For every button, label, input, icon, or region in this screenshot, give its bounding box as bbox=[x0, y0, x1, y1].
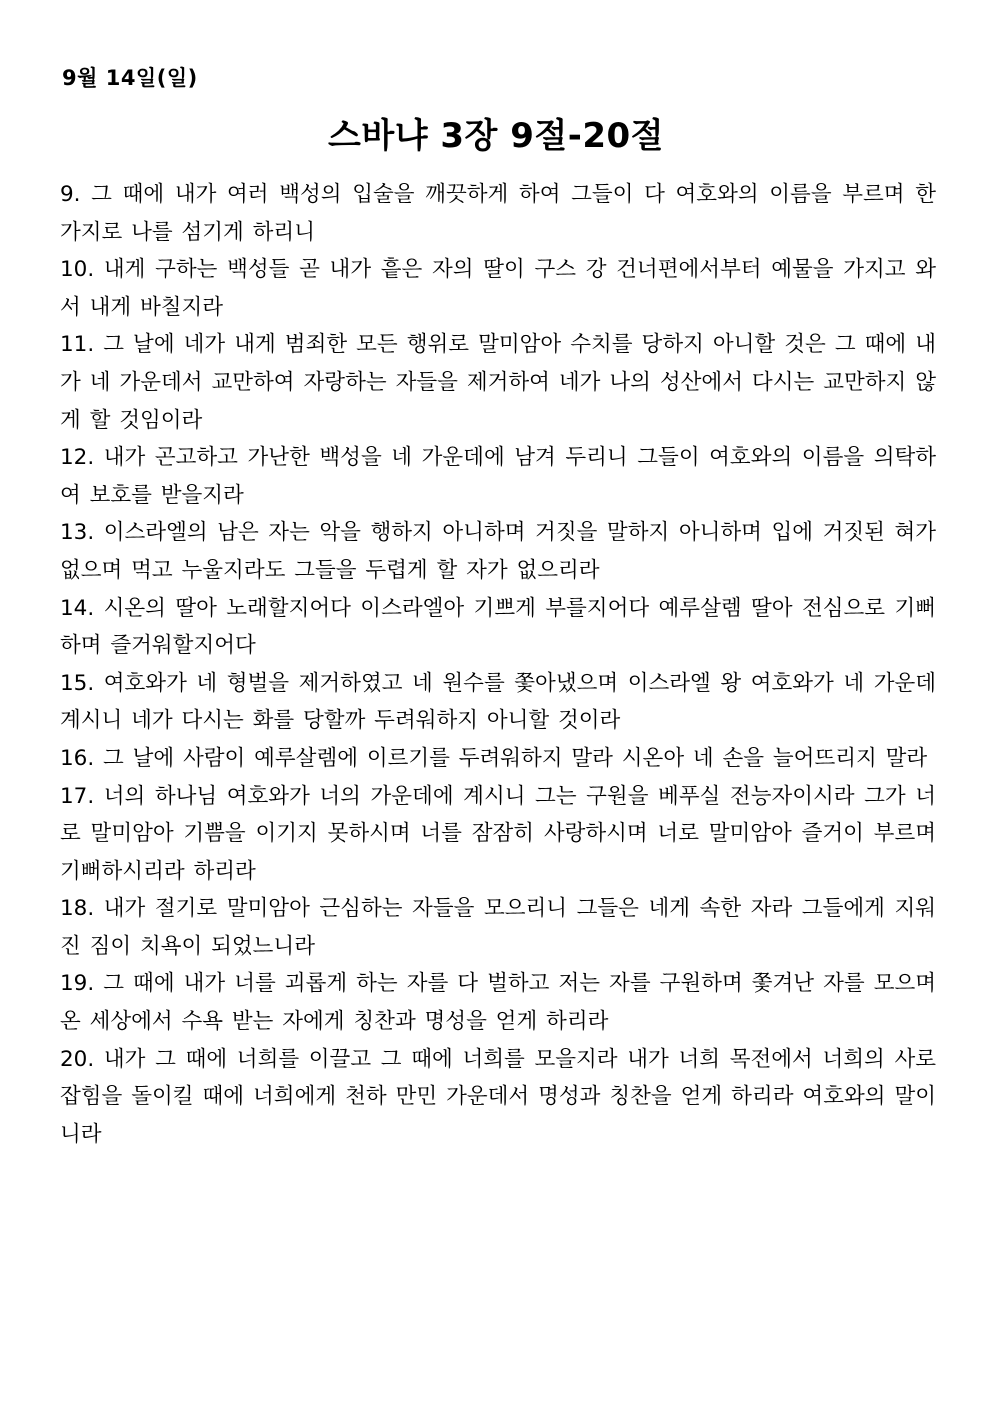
verse-19: 19. 그 때에 내가 너를 괴롭게 하는 자를 다 벌하고 저는 자를 구원하며 쫓겨난 자를 모으며 온 세상에서 수욕 받는 자에게 칭찬과 명성을 얻게 하리라 bbox=[60, 971, 936, 1035]
verse-11: 11. 그 날에 네가 내게 범죄한 모든 행위로 말미암아 수치를 당하지 아니할 것은 그 때에 내가 네 가운데서 교만하여 자랑하는 자들을 제거하여 네가 나의 성산에서 다시는 교만하지 않게 할 것임이라 bbox=[60, 332, 936, 433]
verse-14: 14. 시온의 딸아 노래할지어다 이스라엘아 기쁘게 부를지어다 예루살렘 딸아 전심으로 기뻐하며 즐거워할지어다 bbox=[60, 595, 936, 659]
verse-16: 16. 그 날에 사람이 예루살렘에 이르기를 두려워하지 말라 시온아 네 손을 늘어뜨리지 말라 bbox=[60, 745, 928, 771]
verse-17: 17. 너의 하나님 여호와가 너의 가운데에 계시니 그는 구원을 베푸실 전능자이시라 그가 너로 말미암아 기쁨을 이기지 못하시며 너를 잠잠히 사랑하시며 너로 말미암아 즐거이 부르며 기뻐하시리라 하리라 bbox=[60, 783, 936, 884]
verse-15: 15. 여호와가 네 형벌을 제거하였고 네 원수를 쫓아냈으며 이스라엘 왕 여호와가 네 가운데 계시니 네가 다시는 화를 당할까 두려워하지 아니할 것이라 bbox=[60, 670, 936, 734]
verse-9: 9. 그 때에 내가 여러 백성의 입술을 깨끗하게 하여 그들이 다 여호와의 이름을 부르며 한 가지로 나를 섬기게 하리니 bbox=[60, 182, 936, 245]
verse-list bbox=[60, 176, 936, 1153]
verse-13: 13. 이스라엘의 남은 자는 악을 행하지 아니하며 거짓을 말하지 아니하며 입에 거짓된 혀가 없으며 먹고 누울지라도 그들을 두렵게 할 자가 없으리라 bbox=[60, 520, 936, 583]
verse-20: 20. 내가 그 때에 너희를 이끌고 그 때에 너희를 모을지라 내가 너희 목전에서 너희의 사로잡힘을 돌이킬 때에 너희에게 천하 만민 가운데서 명성과 칭찬을 얻게 하리라 여호와의 말이니라 bbox=[60, 1046, 936, 1147]
date-heading: 9월 14일(일) bbox=[62, 66, 198, 90]
page-title: 스바냐 3장 9절-20절 bbox=[328, 116, 664, 156]
verse-10: 10. 내게 구하는 백성들 곧 내가 흩은 자의 딸이 구스 강 건너편에서부터 예물을 가지고 와서 내게 바칠지라 bbox=[60, 257, 936, 320]
verse-18: 18. 내가 절기로 말미암아 근심하는 자들을 모으리니 그들은 네게 속한 자라 그들에게 지워진 짐이 치욕이 되었느니라 bbox=[60, 896, 936, 959]
verse-12: 12. 내가 곤고하고 가난한 백성을 네 가운데에 남겨 두리니 그들이 여호와의 이름을 의탁하여 보호를 받을지라 bbox=[60, 445, 936, 508]
